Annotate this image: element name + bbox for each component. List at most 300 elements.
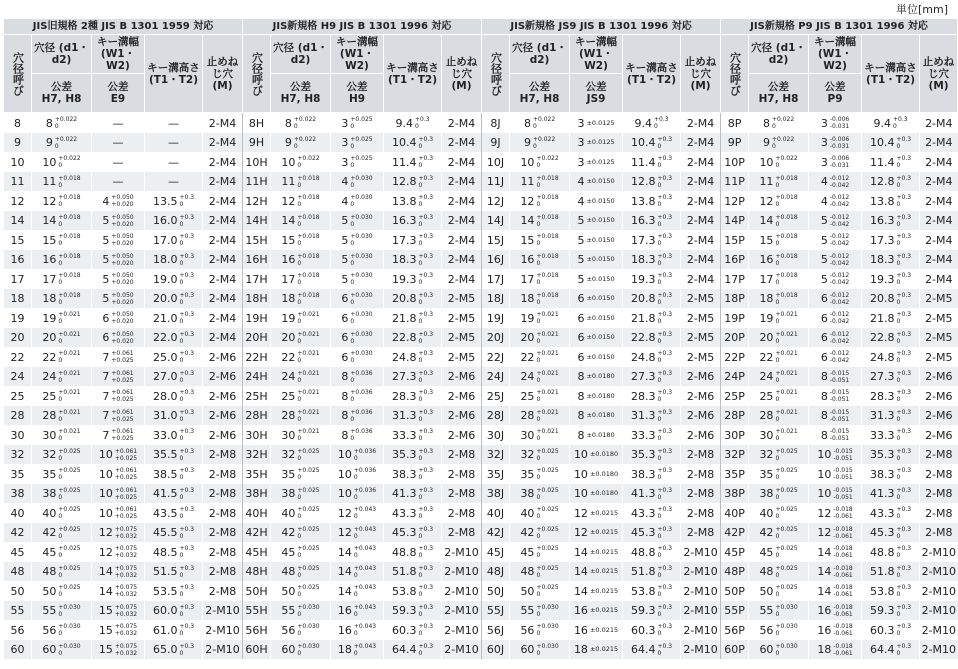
height-value: 18.0	[152, 253, 178, 266]
lower-tol: 0	[418, 220, 423, 228]
upper-tol: +0.025	[58, 525, 81, 533]
bore-cell	[510, 113, 570, 133]
code-suffix: P	[738, 292, 745, 305]
tolerance	[830, 331, 849, 345]
bore-cell	[271, 386, 331, 406]
tolerance	[775, 155, 797, 169]
upper-tol: +0.022	[293, 116, 317, 123]
upper-tol: +0.030	[350, 350, 373, 357]
tolerance	[833, 467, 852, 481]
upper-tol: +0.018	[58, 233, 81, 240]
upper-tol: +0.3	[179, 486, 195, 494]
screw-cell	[203, 113, 243, 133]
lower-tol: -0.031	[829, 123, 850, 130]
width-value: 8	[341, 409, 349, 422]
code-cell	[243, 230, 271, 250]
tolerance	[658, 565, 673, 579]
tolerance	[297, 331, 319, 345]
tolerance	[830, 233, 849, 247]
width-cell	[331, 133, 384, 153]
width-cell	[570, 367, 623, 387]
lower-tol: 0	[657, 162, 662, 169]
tolerance	[297, 428, 319, 442]
upper-tol: -0.018	[833, 603, 853, 611]
height-cell	[862, 640, 920, 660]
width-value: 5	[820, 253, 828, 266]
lower-tol: 0	[775, 240, 780, 247]
width-value: 18	[817, 643, 832, 656]
height-cell	[623, 406, 681, 426]
code-cell	[243, 464, 271, 484]
height-cell	[862, 269, 920, 289]
code-value: 56	[245, 623, 260, 637]
lower-tol: 0	[775, 591, 780, 598]
height-value: 28.3	[631, 389, 656, 403]
bore-value: 16	[281, 253, 296, 266]
tolerance	[536, 155, 558, 169]
tolerance	[179, 565, 194, 579]
tolerance	[775, 214, 797, 228]
bore-value: 17	[759, 272, 774, 286]
lower-tol: 0	[657, 259, 662, 267]
lower-tol: 0	[418, 357, 423, 364]
screw-cell	[203, 406, 243, 426]
upper-tol: +0.3	[179, 233, 195, 240]
lower-tol: 0	[536, 298, 541, 306]
upper-tol: +0.018	[536, 272, 559, 279]
height-value: 59.3	[391, 604, 417, 617]
upper-tol: +0.030	[58, 642, 81, 650]
code-cell	[721, 152, 749, 172]
lower-tol: 0	[297, 630, 302, 637]
code-value: 12	[486, 194, 501, 208]
code-value: 9	[248, 136, 256, 149]
bore-cell	[32, 308, 92, 328]
width-cell	[331, 172, 384, 192]
upper-tol: +0.3	[657, 174, 673, 182]
tolerance	[115, 448, 137, 462]
height-value: 18.3	[391, 253, 417, 266]
code-suffix: H	[259, 448, 268, 461]
code-value: 50	[245, 584, 260, 598]
upper-tol: +0.3	[179, 213, 195, 221]
lower-tol: 0	[775, 513, 780, 520]
height-value: 16.3	[631, 214, 656, 227]
tolerance	[418, 272, 433, 286]
lower-tol: 0	[896, 552, 901, 559]
upper-tol: +0.3	[657, 291, 673, 299]
tolerance	[897, 175, 912, 189]
tolerance	[897, 428, 912, 442]
lower-tol: 0	[536, 474, 541, 481]
bore-value: 9	[762, 136, 770, 149]
lower-tol: 0	[58, 415, 63, 423]
code-cell	[721, 211, 749, 231]
tolerance	[111, 311, 133, 325]
tolerance: ±0.0150	[586, 274, 615, 283]
tolerance	[179, 487, 194, 501]
code-cell	[721, 347, 749, 367]
screw-cell	[442, 640, 482, 660]
lower-tol: 0	[179, 357, 184, 364]
screw-cell	[203, 250, 243, 270]
code-value: 11	[10, 175, 25, 188]
tolerance	[658, 623, 673, 637]
lower-tol: 0	[58, 376, 63, 384]
screw-cell	[681, 445, 721, 465]
screw-value: 2-M5	[925, 331, 953, 344]
height-cell	[862, 367, 920, 387]
height-cell	[145, 640, 203, 660]
tolerance	[115, 487, 137, 501]
code-cell	[4, 503, 32, 523]
upper-tol: +0.043	[353, 525, 377, 533]
width-cell	[92, 425, 145, 445]
tolerance	[897, 526, 912, 540]
code-value: 24	[724, 370, 739, 383]
upper-tol: +0.025	[775, 447, 798, 455]
width-cell	[331, 347, 384, 367]
screw-cell	[920, 640, 958, 660]
lower-tol: 0	[350, 318, 355, 325]
tolerance	[179, 253, 194, 267]
lower-tol: 0	[657, 630, 662, 637]
width-cell	[331, 152, 384, 172]
lower-tol: -0.051	[829, 415, 850, 423]
tolerance	[111, 428, 133, 442]
tolerance	[179, 389, 194, 403]
lower-tol: -0.042	[829, 220, 850, 228]
width-value: 4	[341, 175, 349, 188]
tolerance	[58, 643, 80, 657]
bore-cell	[749, 347, 809, 367]
bore-cell	[32, 172, 92, 192]
tolerance	[830, 292, 849, 306]
height-cell	[623, 269, 681, 289]
tolerance	[830, 389, 849, 403]
col-header-screw: 止めねじ穴 (M)	[442, 35, 482, 113]
tolerance	[418, 565, 433, 579]
code-cell	[482, 562, 510, 582]
lower-tol: 0	[418, 493, 423, 501]
lower-tol: 0	[896, 591, 901, 598]
height-value: 21.8	[631, 311, 656, 325]
lower-tol: 0	[657, 454, 662, 462]
width-value: 3	[341, 136, 349, 149]
bore-value: 56	[42, 623, 57, 637]
bore-value: 17	[520, 272, 535, 286]
screw-value: 2-M4	[925, 175, 953, 188]
width-value: 16	[573, 604, 588, 617]
lower-tol: 0	[179, 298, 184, 306]
upper-tol: +0.043	[353, 642, 377, 650]
code-suffix: H	[259, 175, 268, 188]
code-value: 24	[486, 370, 501, 383]
lower-tol: +0.032	[114, 630, 138, 637]
height-cell	[623, 328, 681, 348]
code-cell	[243, 113, 271, 133]
upper-tol: +0.022	[293, 135, 317, 143]
lower-tol: 0	[536, 493, 541, 501]
width-tol-class: H9	[348, 93, 366, 105]
screw-cell	[920, 113, 958, 133]
lower-tol: 0	[58, 552, 63, 559]
upper-tol: +0.021	[536, 428, 559, 435]
tolerance	[830, 253, 849, 267]
tolerance: ±0.0215	[589, 625, 619, 634]
width-value: 6	[577, 350, 585, 364]
lower-tol: 0	[775, 630, 780, 637]
upper-tol: +0.3	[418, 311, 434, 318]
lower-tol: 0	[179, 220, 184, 228]
bore-value: 40	[520, 506, 535, 520]
code-value: 42	[245, 526, 260, 539]
tolerance	[658, 506, 673, 520]
code-value: 8	[248, 116, 256, 130]
height-cell	[623, 484, 681, 504]
tolerance	[115, 623, 137, 637]
lower-tol: 0	[657, 357, 662, 364]
bore-cell	[510, 133, 570, 153]
upper-tol: +0.025	[536, 506, 559, 513]
height-value: 48.8	[631, 545, 656, 559]
tolerance	[775, 253, 797, 267]
screw-cell	[203, 133, 243, 153]
width-cell	[809, 172, 862, 192]
bore-value: 24	[759, 370, 774, 383]
width-cell	[92, 289, 145, 309]
screw-cell	[920, 269, 958, 289]
width-value: 7	[102, 389, 110, 403]
tolerance	[536, 272, 558, 286]
height-value: 19.3	[631, 272, 656, 286]
tolerance	[658, 175, 673, 189]
tolerance	[350, 311, 372, 325]
code-cell	[243, 250, 271, 270]
lower-tol: 0	[179, 552, 184, 559]
upper-tol: +0.030	[775, 623, 798, 630]
bore-cell	[749, 113, 809, 133]
upper-tol: +0.3	[179, 642, 195, 650]
height-value: 31.3	[391, 409, 417, 422]
upper-tol: +0.025	[350, 116, 373, 123]
lower-tol: 0	[536, 513, 541, 520]
tolerance	[833, 448, 852, 462]
col-header-code: 穴径呼び	[721, 35, 749, 113]
code-cell	[482, 620, 510, 640]
screw-cell	[681, 230, 721, 250]
lower-tol: 0	[775, 532, 780, 540]
lower-tol: 0	[536, 415, 541, 423]
width-cell	[809, 523, 862, 543]
screw-value: 2-M6	[686, 389, 715, 403]
height-value: 61.0	[152, 623, 178, 637]
lower-tol: 0	[353, 649, 358, 657]
lower-tol: 0	[179, 240, 184, 247]
code-cell	[4, 542, 32, 562]
screw-value: 2-M6	[447, 409, 476, 422]
height-value: 28.3	[870, 389, 895, 403]
tolerance	[179, 428, 194, 442]
screw-value: 2-M4	[447, 116, 476, 130]
upper-tol: +0.3	[179, 194, 195, 201]
lower-tol: +0.025	[111, 415, 134, 423]
lower-tol: -0.042	[829, 298, 850, 306]
bore-value: 18	[281, 292, 296, 305]
table-row	[4, 269, 958, 289]
screw-value: 2-M5	[925, 311, 953, 325]
bore-cell	[271, 191, 331, 211]
lower-tol: 0	[58, 591, 63, 598]
lower-tol: 0	[179, 454, 184, 462]
tolerance	[830, 428, 849, 442]
upper-tol: +0.3	[418, 369, 434, 377]
screw-value: 2-M8	[208, 487, 237, 500]
group-header-h9: JIS新規格 H9 JIS B 1301 1996 対応	[243, 19, 482, 35]
code-suffix: J	[500, 331, 505, 344]
screw-value: 2-M10	[683, 604, 718, 617]
upper-tol: +0.030	[350, 213, 373, 221]
code-value: 38	[486, 487, 501, 500]
lower-tol: 0	[896, 279, 901, 286]
bore-cell	[271, 250, 331, 270]
lower-tol: 0	[775, 201, 780, 208]
screw-value: 2-M6	[447, 389, 476, 403]
upper-tol: +0.3	[657, 408, 673, 416]
bore-cell	[271, 503, 331, 523]
tol-header-width	[331, 74, 384, 113]
lower-tol: 0	[775, 552, 780, 559]
screw-cell	[442, 328, 482, 348]
bore-value: 35	[42, 467, 57, 481]
width-cell	[570, 542, 623, 562]
screw-value: 2-M4	[208, 155, 237, 169]
tolerance	[354, 565, 376, 579]
code-cell	[482, 640, 510, 660]
tolerance	[350, 389, 372, 403]
lower-tol: 0	[297, 454, 302, 462]
width-cell	[331, 308, 384, 328]
tol-label: 公差	[107, 81, 129, 93]
code-cell	[482, 172, 510, 192]
screw-value: 2-M5	[686, 311, 715, 325]
width-cell	[570, 445, 623, 465]
code-cell	[4, 425, 32, 445]
tolerance	[418, 350, 433, 364]
bore-value: 18	[520, 292, 535, 305]
width-value: 8	[341, 370, 349, 383]
col-header-screw: 止めねじ穴 (M)	[920, 35, 958, 113]
bore-value: 20	[281, 331, 296, 344]
screw-value: 2-M10	[205, 623, 240, 637]
upper-tol: -0.018	[833, 545, 853, 552]
col-header-bore: 穴径 (d1・d2)	[749, 35, 809, 74]
height-value: 17.0	[152, 233, 178, 247]
screw-value: 2-M5	[447, 350, 476, 364]
tolerance	[179, 526, 194, 540]
tolerance	[418, 175, 433, 189]
tolerance	[536, 194, 558, 208]
lower-tol: 0	[418, 318, 423, 325]
code-suffix: H	[255, 116, 265, 130]
screw-cell	[920, 152, 958, 172]
lower-tol: 0	[297, 201, 302, 208]
code-cell	[482, 308, 510, 328]
bore-cell	[32, 601, 92, 621]
upper-tol: +0.021	[775, 408, 798, 416]
width-cell	[92, 445, 145, 465]
tolerance	[115, 506, 137, 520]
upper-tol: +0.025	[536, 564, 559, 572]
lower-tol: 0	[297, 435, 302, 442]
tolerance	[897, 448, 912, 462]
bore-cell	[32, 523, 92, 543]
table-row	[4, 230, 958, 250]
screw-cell	[442, 289, 482, 309]
code-cell	[721, 269, 749, 289]
width-value: 10	[337, 487, 352, 500]
tolerance	[111, 331, 133, 345]
width-cell	[92, 230, 145, 250]
height-value: 25.0	[152, 350, 178, 364]
lower-tol: 0	[657, 240, 662, 247]
tolerance	[418, 545, 433, 559]
code-cell	[721, 406, 749, 426]
lower-tol: +0.025	[114, 513, 138, 520]
tolerance	[111, 233, 133, 247]
bore-value: 16	[520, 253, 535, 266]
width-cell	[570, 406, 623, 426]
height-cell	[145, 308, 203, 328]
code-value: 38	[724, 487, 739, 500]
width-cell	[809, 367, 862, 387]
height-cell	[384, 562, 442, 582]
height-cell	[384, 152, 442, 172]
upper-tol: +0.025	[775, 525, 798, 533]
tolerance	[897, 545, 912, 559]
upper-tol: +0.061	[114, 447, 138, 455]
code-suffix: J	[500, 272, 505, 286]
code-suffix: J	[500, 155, 505, 169]
screw-value: 2-M4	[208, 253, 237, 266]
screw-value: 2-M4	[208, 175, 237, 188]
height-value: 31.0	[152, 409, 178, 422]
tolerance	[658, 487, 673, 501]
lower-tol: 0	[896, 396, 901, 403]
bore-value: 14	[42, 214, 57, 227]
bore-cell	[510, 152, 570, 172]
upper-tol: +0.018	[775, 291, 798, 299]
tolerance	[658, 272, 673, 286]
upper-tol: -0.015	[829, 408, 850, 416]
upper-tol: +0.021	[58, 428, 81, 435]
code-cell	[721, 386, 749, 406]
screw-value: 2-M4	[447, 194, 476, 208]
bore-value: 22	[759, 350, 774, 364]
screw-value: 2-M4	[686, 233, 715, 247]
height-value: 27.3	[391, 370, 417, 383]
lower-tol: 0	[775, 259, 780, 267]
code-value: 60	[486, 643, 501, 656]
height-value: 20.8	[631, 292, 656, 305]
upper-tol: +0.030	[536, 642, 559, 650]
lower-tol: 0	[657, 201, 662, 208]
lower-tol: 0	[775, 220, 780, 228]
tolerance: ±0.0150	[586, 294, 615, 302]
width-cell	[331, 601, 384, 621]
bore-cell	[32, 386, 92, 406]
lower-tol: 0	[179, 513, 184, 520]
